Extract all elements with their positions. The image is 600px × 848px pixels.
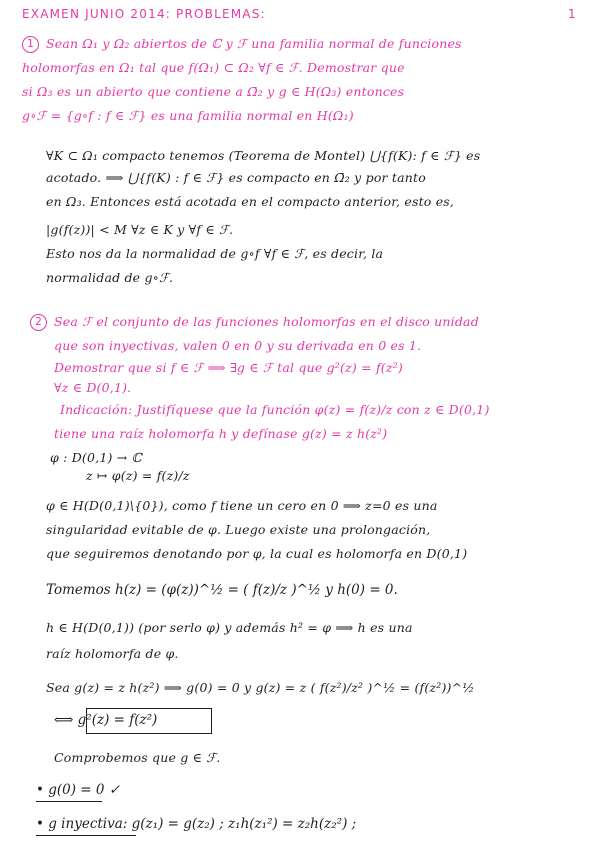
p2-solution-line-3: que seguiremos denotando por φ, la cual es holomorfa en D(0,1) (46, 546, 468, 561)
p1-solution-line-3: en Ω₃. Entonces está acotada en el compacto anterior, esto es, (46, 194, 455, 209)
problem-2-number: 2 (30, 314, 47, 331)
p2-hint-line-1: Indicación: Justifíquese que la función φ(z) = f(z)/z con z ∈ D(0,1) (60, 402, 490, 417)
p1-statement-line-1: Sean Ω₁ y Ω₂ abiertos de ℂ y ℱ una familia normal de funciones (46, 36, 462, 51)
p2-solution-line-2: singularidad evitable de φ. Luego existe una prolongación, (46, 522, 431, 537)
p1-solution-line-5: Esto nos da la normalidad de g∘f ∀f ∈ ℱ, es decir, la (46, 246, 384, 261)
p1-solution-line-4: |g(f(z))| < M ∀z ∈ K y ∀f ∈ ℱ. (46, 222, 234, 237)
p1-statement-line-2: holomorfas en Ω₁ tal que f(Ω₁) ⊂ Ω₂ ∀f ∈ ℱ. Demostrar que (22, 60, 405, 75)
problem-1-number: 1 (22, 36, 39, 53)
page-number: 1 (568, 7, 577, 21)
underline-2 (36, 835, 136, 836)
p1-statement-line-3: si Ω₃ es un abierto que contiene a Ω̄₂ y g ∈ H(Ω₃) entonces (22, 84, 405, 99)
p2-map-line-2: z ↦ φ(z) = f(z)/z (86, 468, 190, 483)
p2-solution-line-4: Tomemos h(z) = (φ(z))^½ = ( f(z)/z )^½ y h(0) = 0. (46, 582, 398, 598)
p2-hint-line-2: tiene una raíz holomorfa h y defínase g(z) = z h(z²) (54, 426, 388, 441)
p1-solution-line-6: normalidad de g∘ℱ. (46, 270, 174, 285)
p2-solution-line-1: φ ∈ H(D(0,1)\{0}), como f tiene un cero en 0 ⟹ z=0 es una (46, 498, 438, 513)
p2-solution-line-9: Comprobemos que g ∈ ℱ. (54, 750, 221, 765)
p2-solution-line-11: • g inyectiva: g(z₁) = g(z₂) ; z₁h(z₁²) = z₂h(z₂²) ; (36, 816, 357, 832)
p1-solution-line-1: ∀K ⊂ Ω₁ compacto tenemos (Teorema de Montel) ⋃{f(K): f ∈ ℱ} es (46, 148, 481, 163)
p2-statement-line-3: Demostrar que si f ∈ ℱ ⟹ ∃g ∈ ℱ tal que g²(z) = f(z²) (54, 360, 403, 375)
p2-solution-line-8: ⟺ g²(z) = f(z²) (54, 712, 158, 728)
p2-solution-line-10: • g(0) = 0 ✓ (36, 782, 121, 798)
p2-statement-line-4: ∀z ∈ D(0,1). (54, 380, 132, 395)
p1-solution-line-2: acotado. ⟹ ⋃{f(K) : f ∈ ℱ} es compacto en Ω̄₂ y por tanto (46, 170, 426, 185)
page-title: EXAMEN JUNIO 2014: PROBLEMAS: (22, 7, 266, 21)
p2-map-line-1: φ : D(0,1) → ℂ (50, 450, 142, 465)
p2-statement-line-1: Sea ℱ el conjunto de las funciones holomorfas en el disco unidad (54, 314, 479, 329)
p2-solution-line-6: raíz holomorfa de φ. (46, 646, 179, 661)
underline-1 (36, 801, 102, 802)
p2-statement-line-2: que son inyectivas, valen 0 en 0 y su derivada en 0 es 1. (54, 338, 422, 353)
p1-statement-line-4: g∘ℱ = {g∘f : f ∈ ℱ} es una familia normal en H(Ω₁) (22, 108, 354, 123)
p2-solution-line-5: h ∈ H(D(0,1)) (por serlo φ) y además h² = φ ⟹ h es una (46, 620, 413, 635)
p2-solution-line-7: Sea g(z) = z h(z²) ⟹ g(0) = 0 y g(z) = z ( f(z²)/z² )^½ = (f(z²))^½ (46, 680, 475, 695)
